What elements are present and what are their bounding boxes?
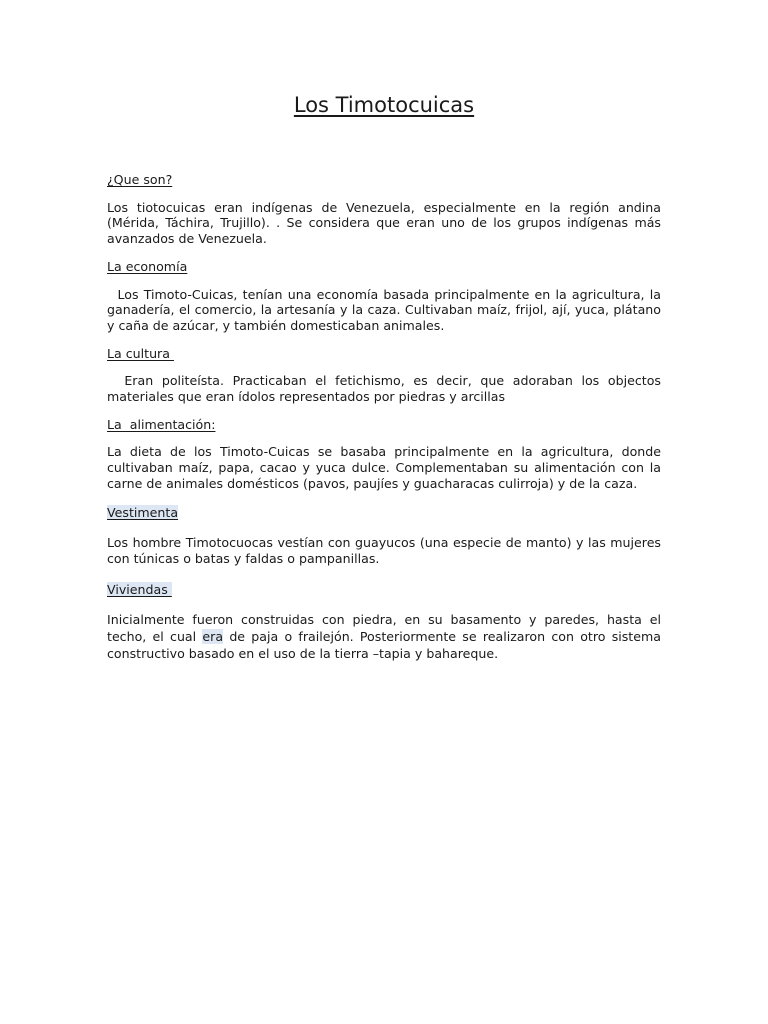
section-heading-economia: [107, 259, 661, 275]
section-paragraph-alimentacion: La dieta de los Timoto-Cuicas se basaba principalmente en la agricultura, donde cultivaban maíz, papa, cacao y yuca dulce. Complementaban su alimentación con la carne de animales domésticos (pavos, paujíes y guacharacas culirroja) y de la caza.: [107, 444, 661, 491]
heading-text: La economía: [107, 258, 188, 274]
paragraph-text: Inicialmente fueron construidas con piedra, en su basamento y paredes, hasta el techo, el cual: [107, 612, 661, 645]
section-heading-que-son: [107, 172, 661, 188]
heading-text: La alimentación:: [107, 416, 216, 432]
section-paragraph-economia: Los Timoto-Cuicas, tenían una economía basada principalmente en la agricultura, la ganadería, el comercio, la artesanía y la caza. Cultivaban maíz, frijol, ají, yuca, plátano y caña de azúcar, y también domesticaban animales.: [107, 286, 661, 333]
section-paragraph-cultura: Eran politeísta. Practicaban el fetichismo, es decir, que adoraban los objectos materiales que eran ídolos representados por piedras y arcillas: [107, 373, 661, 405]
document-body: [107, 172, 661, 663]
section-paragraph-que-son: Los tiotocuicas eran indígenas de Venezuela, especialmente en la región andina (Mérida, Táchira, Trujillo). . Se considera que eran uno de los grupos indígenas más avanzados de Venezuela.: [107, 199, 661, 247]
highlighted-word: era: [202, 629, 224, 645]
section-heading-vestimenta: [107, 505, 661, 521]
section-heading-viviendas: [107, 582, 661, 598]
heading-text: La cultura: [107, 345, 174, 361]
section-paragraph-viviendas: [107, 612, 661, 662]
section-heading-cultura: [107, 346, 661, 362]
section-paragraph-vestimenta: Los hombre Timotocuocas vestían con guayucos (una especie de manto) y las mujeres con túnicas o batas y faldas o pampanillas.: [107, 535, 661, 566]
paragraph-text: de paja o frailejón. Posteriormente se realizaron con otro sistema constructivo basado en el uso de la tierra –tapia y bahareque.: [107, 629, 661, 661]
document-title: Los Timotocuicas: [293, 93, 475, 117]
heading-text: ¿Que son?: [107, 172, 173, 187]
highlighted-heading-text: Vestimenta: [107, 504, 179, 520]
highlighted-heading-text: Viviendas: [107, 581, 172, 597]
section-heading-alimentacion: [107, 417, 661, 433]
